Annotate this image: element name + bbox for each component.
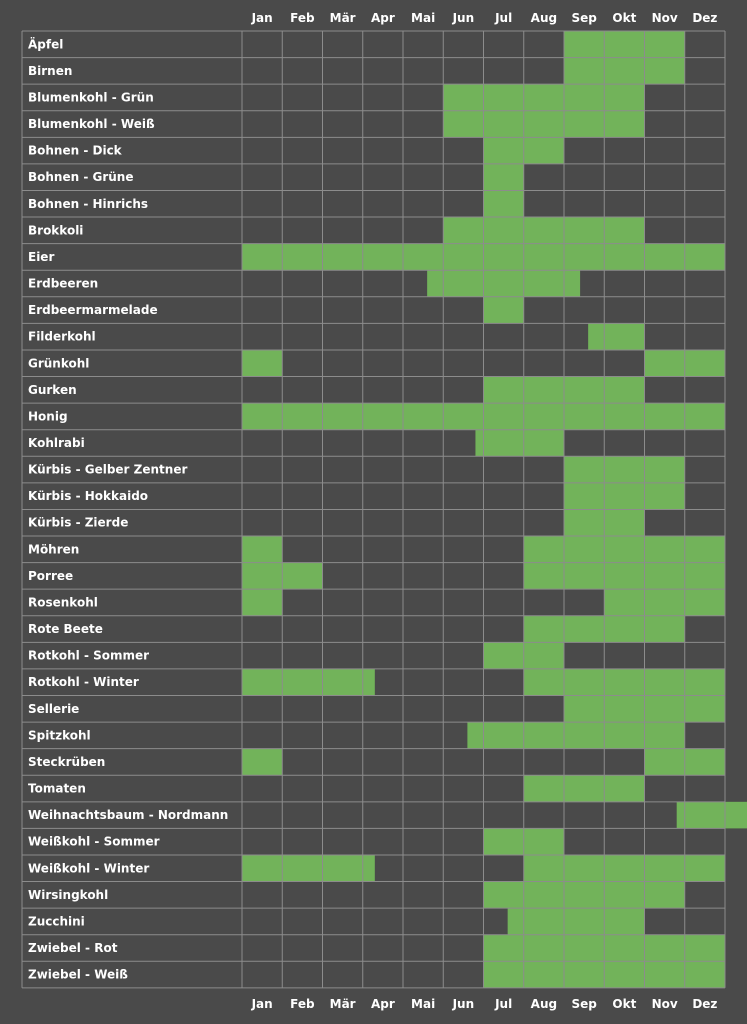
availability-bar bbox=[564, 456, 685, 483]
availability-bar bbox=[564, 483, 685, 510]
availability-bar bbox=[242, 749, 282, 776]
availability-bar bbox=[443, 84, 644, 111]
row-label: Eier bbox=[28, 249, 55, 264]
row-label: Rote Beete bbox=[28, 622, 103, 637]
row-label: Erdbeermarmelade bbox=[28, 303, 158, 318]
month-label-bottom: Nov bbox=[651, 996, 678, 1011]
month-label-top: Feb bbox=[290, 11, 315, 25]
row-label: Porree bbox=[28, 568, 74, 583]
availability-bar bbox=[484, 882, 685, 909]
availability-bar bbox=[524, 563, 725, 590]
row-label: Kohlrabi bbox=[28, 435, 85, 450]
month-label-bottom: Mai bbox=[411, 996, 436, 1011]
row-label: Rotkohl - Winter bbox=[28, 675, 139, 690]
availability-bar bbox=[588, 323, 644, 350]
row-label: Blumenkohl - Weiß bbox=[28, 117, 155, 132]
row-label: Sellerie bbox=[28, 701, 80, 716]
month-label-top: Aug bbox=[530, 11, 558, 25]
month-label-bottom: Feb bbox=[290, 996, 315, 1011]
availability-bar bbox=[524, 855, 725, 882]
month-label-top: Okt bbox=[612, 11, 637, 25]
month-label-top: Apr bbox=[370, 11, 395, 25]
availability-bar bbox=[475, 430, 564, 457]
availability-bar bbox=[484, 164, 524, 191]
availability-bar bbox=[427, 270, 580, 297]
row-label: Wirsingkohl bbox=[28, 887, 109, 902]
row-label: Birnen bbox=[28, 63, 73, 78]
row-label: Tomaten bbox=[28, 781, 86, 796]
availability-bar bbox=[484, 190, 524, 217]
availability-bar bbox=[242, 536, 282, 563]
availability-bar bbox=[242, 350, 282, 377]
month-label-top: Mai bbox=[411, 11, 436, 25]
availability-bar bbox=[443, 217, 644, 244]
row-label: Bohnen - Grüne bbox=[28, 170, 134, 185]
row-label: Kürbis - Zierde bbox=[28, 515, 129, 530]
availability-bar bbox=[524, 536, 725, 563]
row-label: Bohnen - Hinrichs bbox=[28, 196, 149, 211]
availability-bar bbox=[467, 722, 684, 749]
month-label-bottom: Mär bbox=[329, 996, 356, 1011]
availability-bar bbox=[564, 58, 685, 85]
row-label: Steckrüben bbox=[28, 754, 106, 769]
month-header-top bbox=[251, 11, 718, 25]
availability-bar bbox=[564, 31, 685, 58]
month-label-top: Jun bbox=[452, 11, 475, 25]
row-label: Filderkohl bbox=[28, 329, 96, 344]
month-label-bottom: Sep bbox=[571, 996, 597, 1011]
availability-bar bbox=[677, 802, 747, 829]
month-label-top: Dez bbox=[692, 11, 718, 25]
row-label: Rotkohl - Sommer bbox=[28, 648, 150, 663]
row-label: Zucchini bbox=[28, 914, 85, 929]
month-label-bottom: Jun bbox=[452, 996, 475, 1011]
month-label-top: Mär bbox=[329, 11, 356, 25]
row-label: Kürbis - Gelber Zentner bbox=[28, 462, 188, 477]
row-label: Weißkohl - Winter bbox=[28, 861, 150, 876]
row-label: Grünkohl bbox=[28, 356, 90, 371]
row-label: Blumenkohl - Grün bbox=[28, 90, 154, 105]
row-label: Spitzkohl bbox=[28, 728, 91, 743]
row-label: Bohnen - Dick bbox=[28, 143, 122, 158]
month-label-bottom: Dez bbox=[692, 996, 718, 1011]
availability-bar bbox=[524, 775, 645, 802]
availability-bar bbox=[604, 589, 725, 616]
row-label: Brokkoli bbox=[28, 223, 84, 238]
row-label: Weihnachtsbaum - Nordmann bbox=[28, 808, 229, 823]
availability-bar bbox=[524, 669, 725, 696]
month-label-top: Jul bbox=[495, 11, 513, 25]
row-label: Zwiebel - Weiß bbox=[28, 967, 128, 982]
month-label-bottom: Aug bbox=[530, 996, 558, 1011]
row-label: Honig bbox=[28, 409, 68, 424]
row-label: Zwiebel - Rot bbox=[28, 941, 118, 956]
row-label: Erdbeeren bbox=[28, 276, 99, 291]
availability-bar bbox=[484, 297, 524, 324]
availability-bar bbox=[508, 908, 645, 935]
row-label: Weißkohl - Sommer bbox=[28, 834, 160, 849]
row-label: Kürbis - Hokkaido bbox=[28, 489, 149, 504]
availability-bar bbox=[242, 589, 282, 616]
month-label-bottom: Jul bbox=[495, 996, 513, 1011]
month-label-top: Sep bbox=[571, 11, 597, 25]
month-label-top: Jan bbox=[251, 11, 273, 25]
row-label: Möhren bbox=[28, 542, 80, 557]
availability-bar bbox=[443, 111, 644, 138]
month-header-bottom bbox=[251, 997, 718, 1011]
availability-bar bbox=[242, 855, 375, 882]
month-label-bottom: Okt bbox=[612, 996, 637, 1011]
row-label: Gurken bbox=[28, 382, 77, 397]
row-label: Äpfel bbox=[28, 37, 64, 52]
month-label-bottom: Jan bbox=[251, 996, 273, 1011]
month-label-bottom: Apr bbox=[370, 996, 395, 1011]
availability-bar bbox=[242, 669, 375, 696]
row-label: Rosenkohl bbox=[28, 595, 98, 610]
month-label-top: Nov bbox=[651, 11, 678, 25]
